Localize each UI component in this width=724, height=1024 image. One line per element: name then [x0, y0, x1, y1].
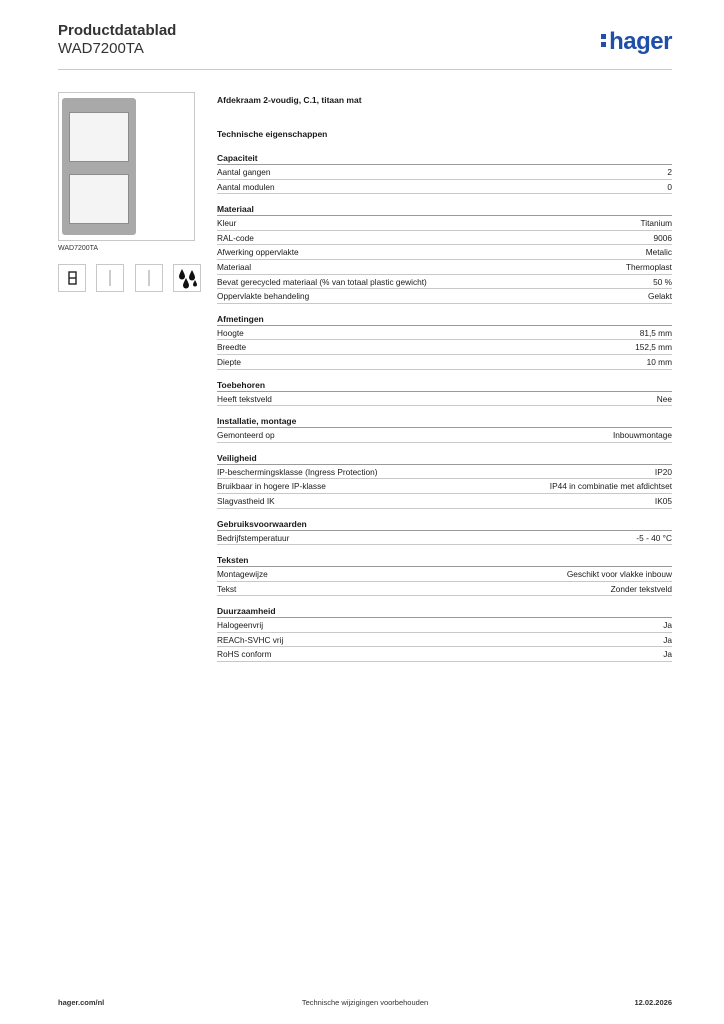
feature-icons — [58, 264, 198, 294]
footer-date: 12.02.2026 — [634, 998, 672, 1007]
spec-section — [217, 153, 672, 194]
section-title: Capaciteit — [217, 153, 672, 165]
spec-section — [217, 453, 672, 509]
spec-row — [217, 567, 672, 582]
spec-sections — [217, 153, 672, 662]
spec-label: Aantal modulen — [217, 181, 275, 192]
spec-label: Tekst — [217, 583, 237, 594]
section-title: Veiligheid — [217, 453, 672, 465]
footer-disclaimer: Technische wijzigingen voorbehouden — [301, 998, 429, 1007]
hager-logo — [601, 28, 672, 56]
spec-section — [217, 519, 672, 546]
spec-row — [217, 275, 672, 290]
document-subtitle: WAD7200TA — [58, 40, 144, 57]
spec-section — [217, 204, 672, 304]
spec-label: Afwerking oppervlakte — [217, 247, 299, 258]
spec-label: REACh-SVHC vrij — [217, 634, 284, 645]
spec-row — [217, 479, 672, 494]
spec-row — [217, 260, 672, 275]
spec-row — [217, 428, 672, 443]
frame-opening-top — [69, 112, 129, 162]
spec-value: Zonder tekstveld — [610, 583, 672, 594]
product-image — [58, 92, 195, 241]
spec-value: IP20 — [654, 466, 672, 477]
spec-value: Ja — [663, 649, 672, 660]
spec-label: Gemonteerd op — [217, 430, 275, 441]
spec-row — [217, 216, 672, 231]
spec-row — [217, 165, 672, 180]
spec-section — [217, 606, 672, 662]
section-title: Duurzaamheid — [217, 606, 672, 618]
frame-illustration — [62, 98, 136, 235]
spec-label: Diepte — [217, 356, 241, 367]
page-footer — [58, 998, 672, 1010]
spec-row — [217, 647, 672, 662]
spec-row — [217, 582, 672, 597]
spec-label: Heeft tekstveld — [217, 393, 272, 404]
spec-label: Kleur — [217, 218, 237, 229]
spec-row — [217, 355, 672, 370]
spec-value: Inbouwmontage — [612, 430, 672, 441]
spec-row — [217, 618, 672, 633]
spec-section — [217, 416, 672, 443]
spec-row — [217, 494, 672, 509]
footer-website: hager.com/nl — [58, 998, 105, 1007]
spec-row — [217, 392, 672, 407]
spec-row — [217, 340, 672, 355]
spec-value: Metalic — [645, 247, 672, 258]
spec-label: IP-beschermingsklasse (Ingress Protection) — [217, 466, 378, 477]
spec-value: 0 — [667, 181, 672, 192]
spec-row — [217, 231, 672, 246]
spec-value: Titanium — [640, 218, 672, 229]
spec-value: 152,5 mm — [635, 342, 672, 353]
product-description: Afdekraam 2-voudig, C.1, titaan mat — [217, 95, 362, 105]
spec-label: RoHS conform — [217, 649, 272, 660]
document-title: Productdatablad — [58, 22, 177, 39]
spec-section — [217, 380, 672, 407]
spec-label: Slagvastheid IK — [217, 495, 275, 506]
spec-value: 50 % — [653, 276, 672, 287]
spec-value: Nee — [656, 393, 672, 404]
spec-value: -5 - 40 °C — [636, 532, 672, 543]
spec-label: Hoogte — [217, 327, 244, 338]
seven-segment-display-icon — [58, 264, 86, 292]
spec-row — [217, 326, 672, 341]
spec-value: Thermoplast — [625, 261, 672, 272]
logo-dots-icon — [601, 34, 607, 50]
spec-section — [217, 555, 672, 596]
spec-section — [217, 314, 672, 370]
spec-row — [217, 531, 672, 546]
spec-value: Ja — [663, 634, 672, 645]
spec-label: Oppervlakte behandeling — [217, 291, 310, 302]
spec-value: IK05 — [654, 495, 672, 506]
spec-row — [217, 633, 672, 648]
spec-label: Bedrijfstemperatuur — [217, 532, 290, 543]
spec-label: Montagewijze — [217, 569, 268, 580]
logo-text: hager — [609, 28, 672, 55]
spec-label: Halogeenvrij — [217, 620, 264, 631]
spec-row — [217, 180, 672, 195]
spec-label: Bevat gerecycled materiaal (% van totaal plastic gewicht) — [217, 276, 427, 287]
section-title: Gebruiksvoorwaarden — [217, 519, 672, 531]
spec-value: Ja — [663, 620, 672, 631]
page-header — [58, 20, 672, 70]
frame-opening-bottom — [69, 174, 129, 224]
spec-value: 10 mm — [646, 356, 672, 367]
section-title: Afmetingen — [217, 314, 672, 326]
spec-value: 2 — [667, 167, 672, 177]
spec-row — [217, 465, 672, 480]
spec-value: IP44 in combinatie met afdichtset — [549, 481, 672, 492]
section-title: Materiaal — [217, 204, 672, 216]
spec-row — [217, 289, 672, 304]
specifications — [217, 95, 672, 672]
spec-value: 81,5 mm — [639, 327, 672, 338]
line-icon — [135, 264, 163, 292]
spec-label: Bruikbaar in hogere IP-klasse — [217, 481, 326, 492]
water-drops-icon — [173, 264, 201, 292]
spec-value: 9006 — [653, 232, 672, 243]
section-title: Toebehoren — [217, 380, 672, 392]
spec-value: Gelakt — [648, 291, 672, 302]
spec-value: Geschikt voor vlakke inbouw — [566, 569, 672, 580]
line-icon — [96, 264, 124, 292]
spec-label: RAL-code — [217, 232, 254, 243]
spec-row — [217, 245, 672, 260]
product-image-caption: WAD7200TA — [58, 245, 99, 252]
technical-properties-title: Technische eigenschappen — [217, 129, 328, 139]
spec-label: Materiaal — [217, 261, 252, 272]
section-title: Installatie, montage — [217, 416, 672, 428]
spec-label: Breedte — [217, 342, 247, 353]
section-title: Teksten — [217, 555, 672, 567]
spec-label: Aantal gangen — [217, 167, 271, 177]
